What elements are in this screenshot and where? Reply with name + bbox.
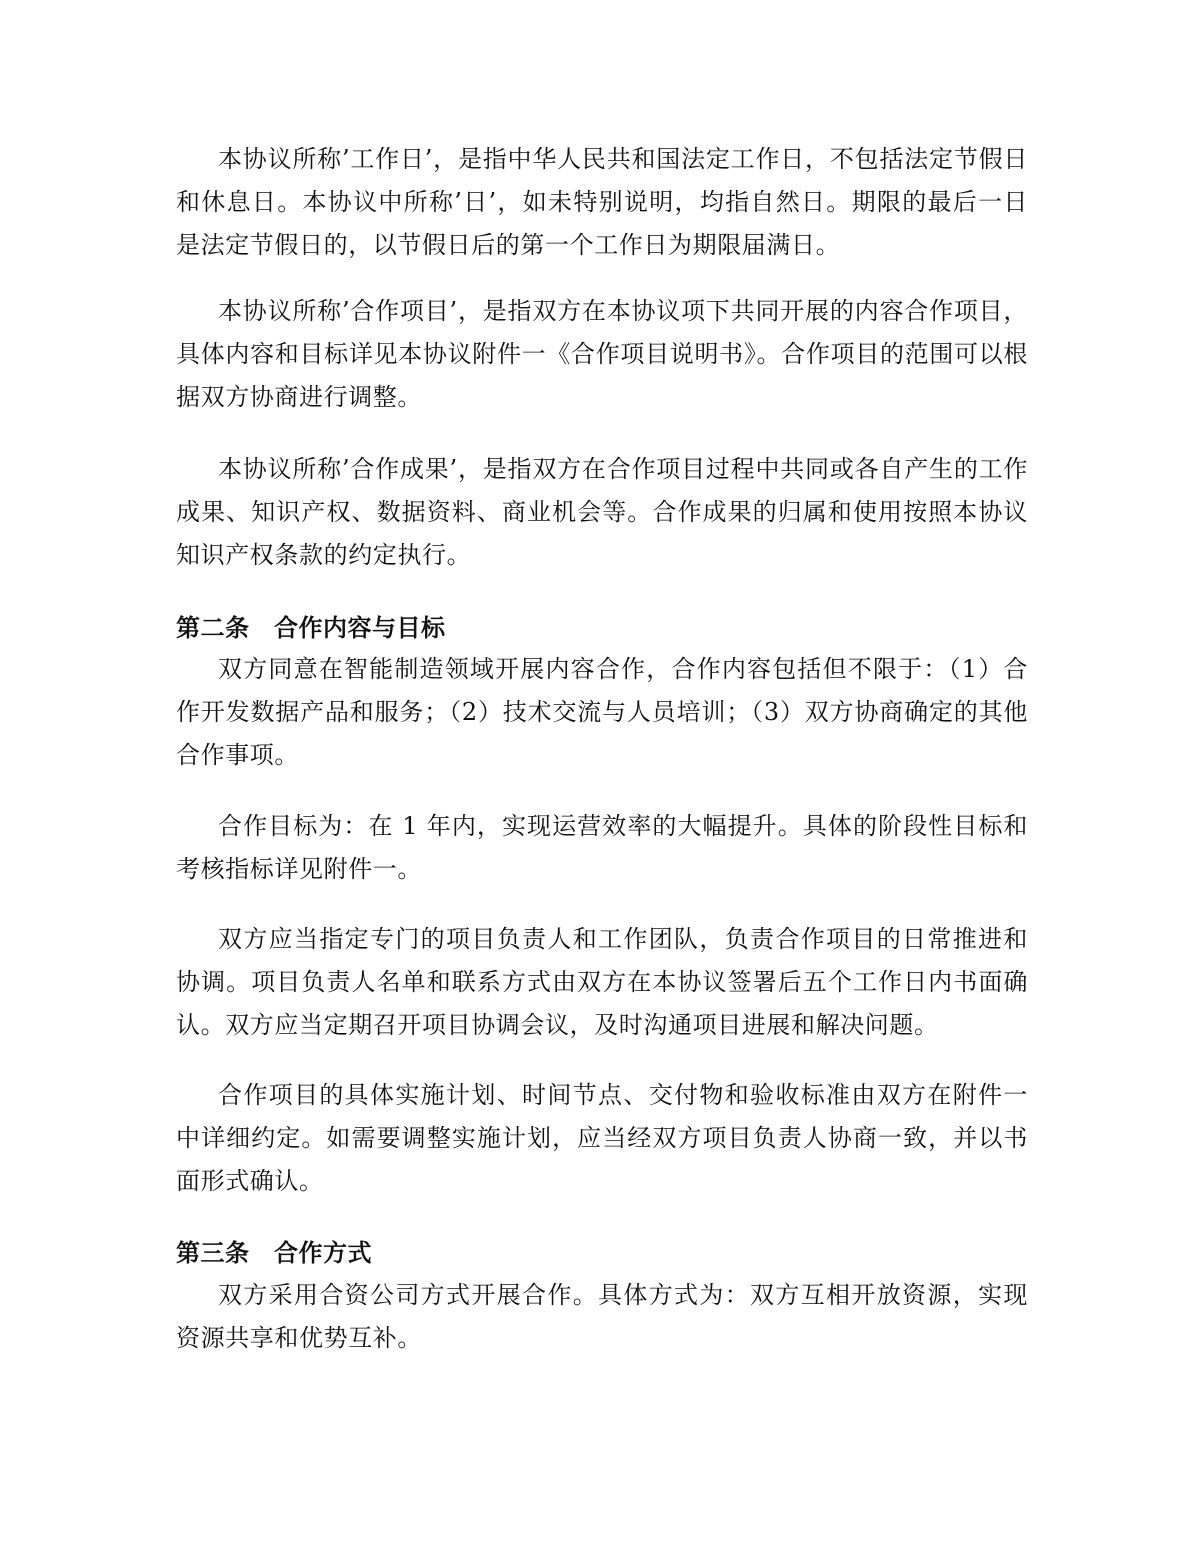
section-heading-article-2: 第二条 合作内容与目标 bbox=[176, 614, 446, 642]
paragraph-project-definition: 本协议所称’合作项目’，是指双方在本协议项下共同开展的内容合作项目，具体内容和目标详见本协议附件一《合作项目说明书》。合作项目的范围可以根据双方协商进行调整。 bbox=[176, 297, 1028, 411]
section-heading-article-3: 第三条 合作方式 bbox=[176, 1239, 372, 1267]
paragraph-results-definition: 本协议所称’合作成果’，是指双方在合作项目过程中共同或各自产生的工作成果、知识产权、数据资料、商业机会等。合作成果的归属和使用按照本协议知识产权条款的约定执行。 bbox=[176, 455, 1028, 569]
paragraph-workday-definition: 本协议所称’工作日’，是指中华人民共和国法定工作日，不包括法定节假日和休息日。本协议中所称’日’，如未特别说明，均指自然日。期限的最后一日是法定节假日的，以节假日后的第一个工作日为期限届满日。 bbox=[176, 145, 1028, 259]
paragraph-implementation-plan: 合作项目的具体实施计划、时间节点、交付物和验收标准由双方在附件一中详细约定。如需要调整实施计划，应当经双方项目负责人协商一致，并以书面形式确认。 bbox=[176, 1081, 1028, 1195]
paragraph-cooperation-method: 双方采用合资公司方式开展合作。具体方式为：双方互相开放资源，实现资源共享和优势互补。 bbox=[176, 1281, 1028, 1352]
paragraph-cooperation-content: 双方同意在智能制造领域开展内容合作，合作内容包括但不限于：（1）合作开发数据产品和服务；（2）技术交流与人员培训；（3）双方协商确定的其他合作事项。 bbox=[176, 655, 1028, 769]
paragraph-project-team: 双方应当指定专门的项目负责人和工作团队，负责合作项目的日常推进和协调。项目负责人名单和联系方式由双方在本协议签署后五个工作日内书面确认。双方应当定期召开项目协调会议，及时沟通项目进展和解决问题。 bbox=[176, 925, 1028, 1039]
paragraph-cooperation-goal: 合作目标为：在 1 年内，实现运营效率的大幅提升。具体的阶段性目标和考核指标详见附件一。 bbox=[176, 812, 1028, 883]
